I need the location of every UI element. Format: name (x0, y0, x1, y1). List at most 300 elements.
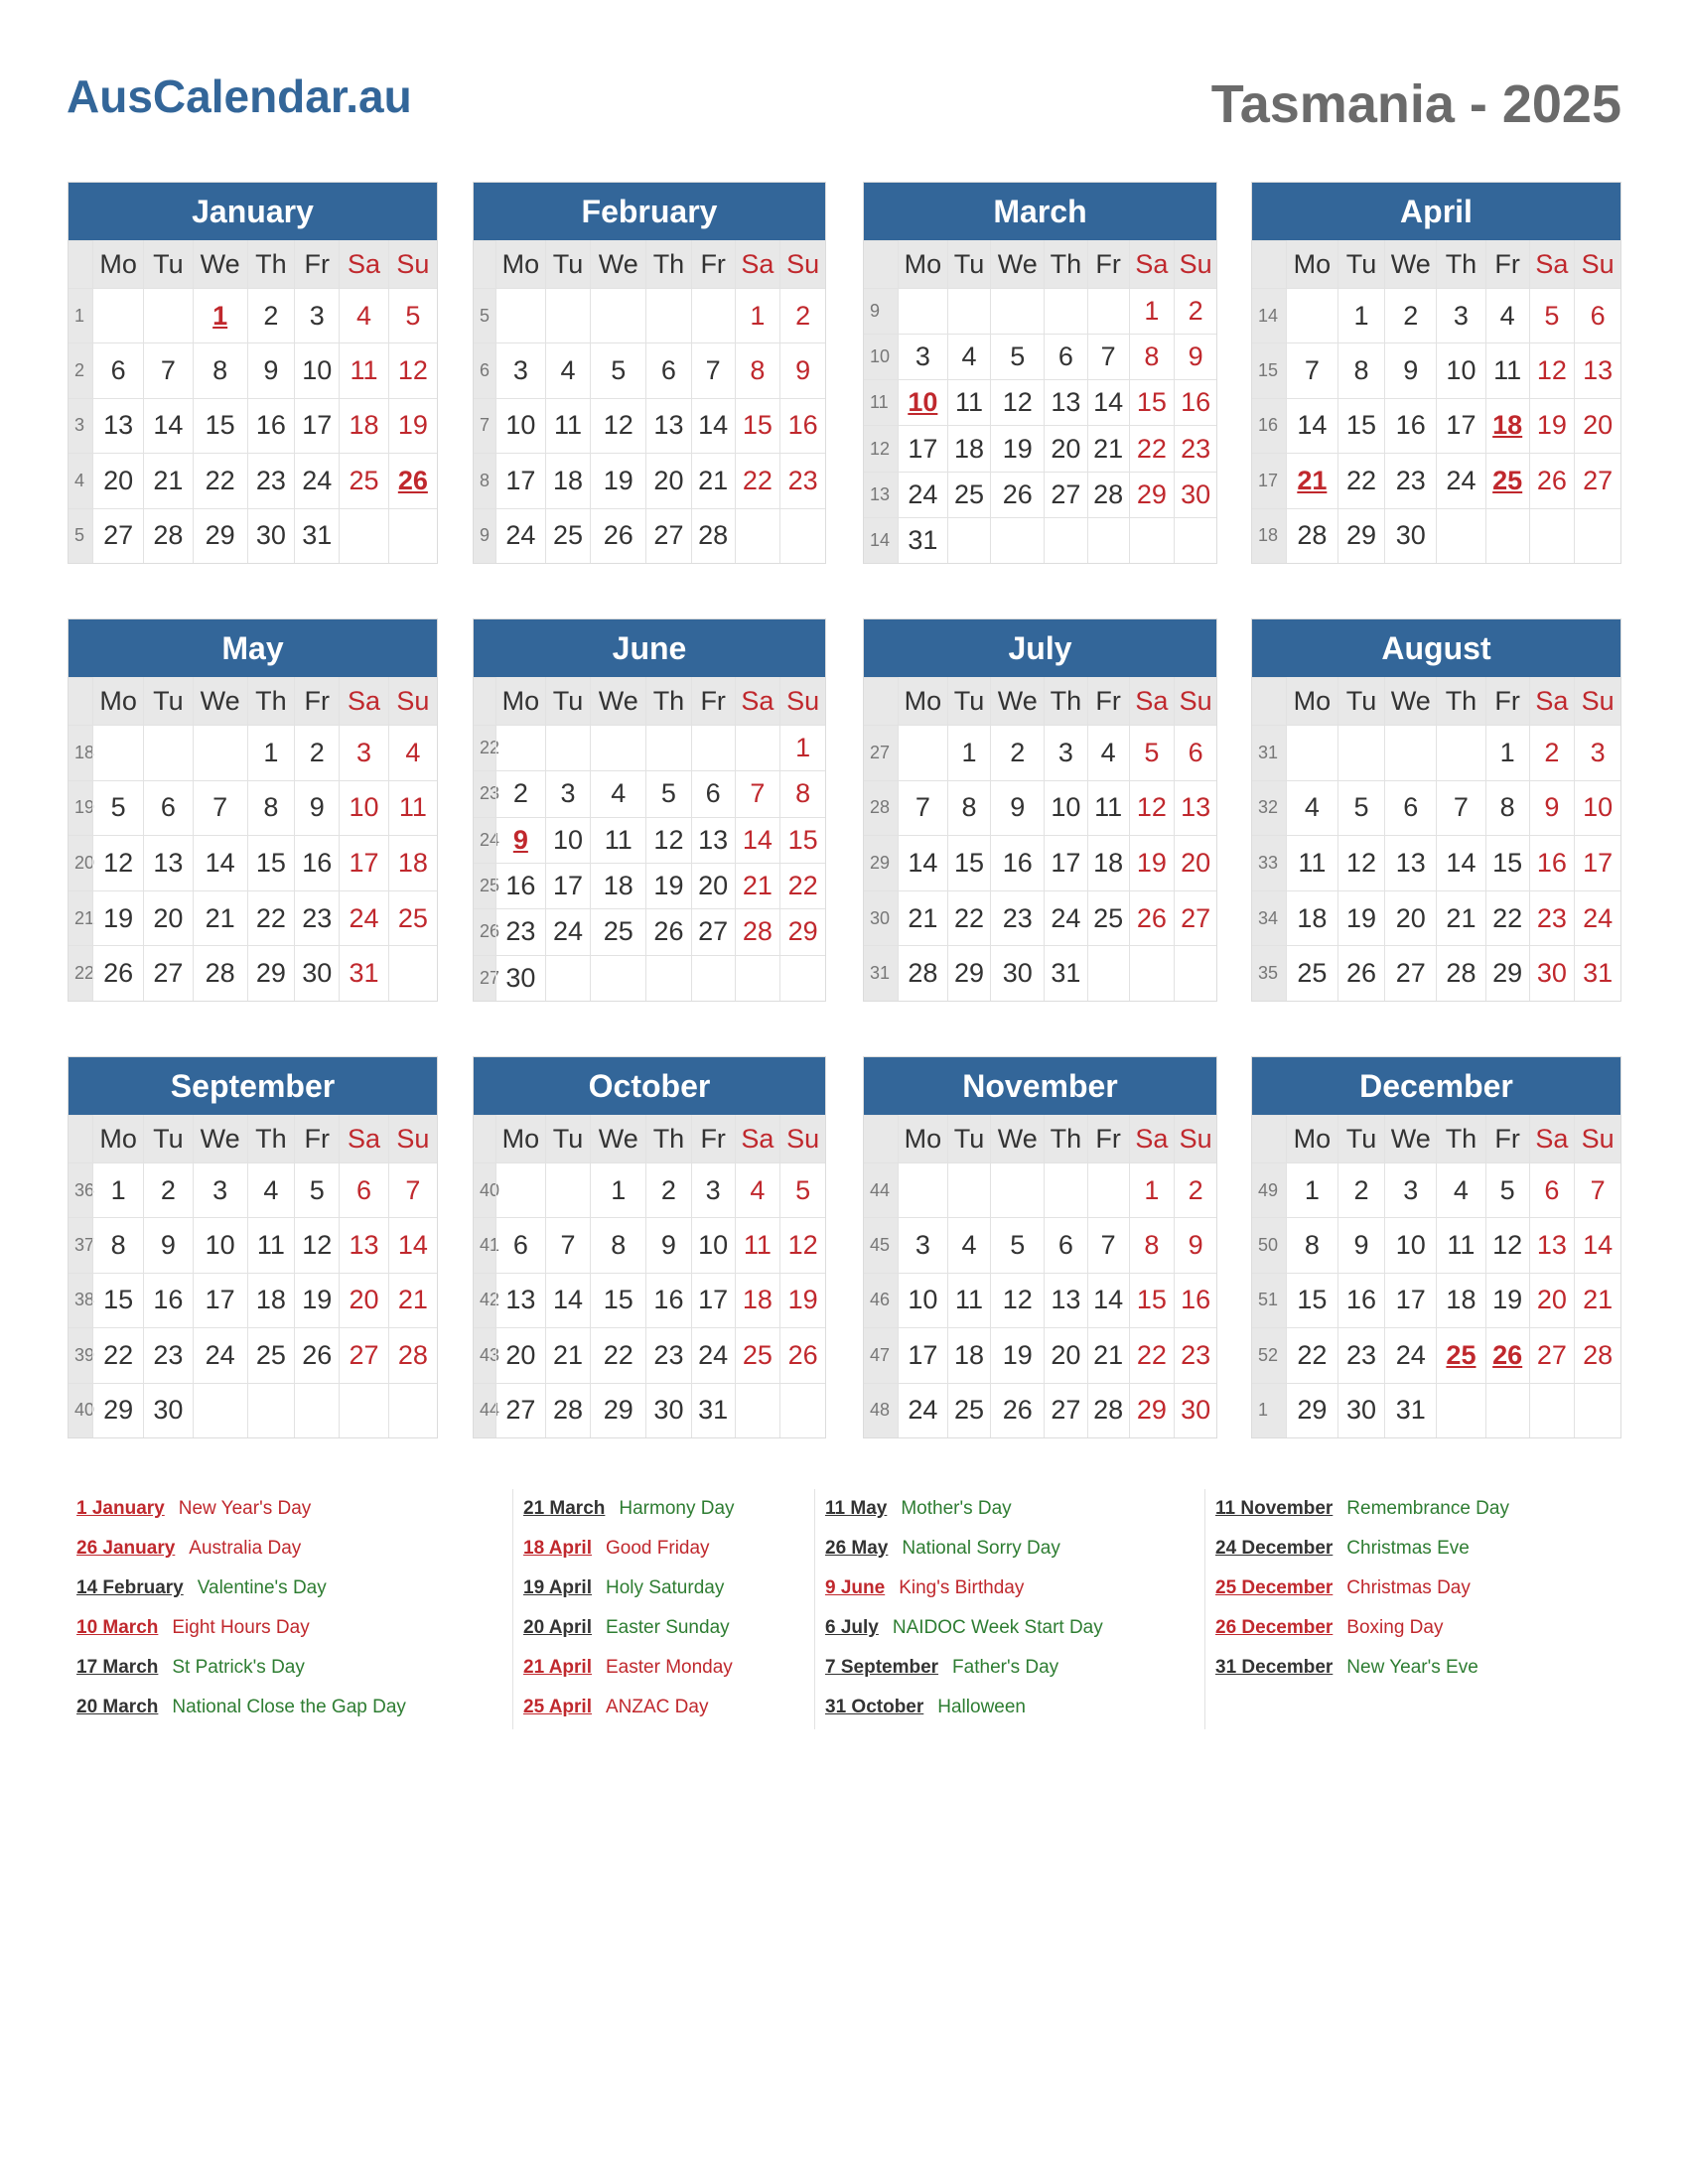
day-cell[interactable]: 5 (990, 334, 1044, 379)
day-cell[interactable]: 20 (1174, 835, 1216, 890)
day-cell[interactable]: 17 (495, 453, 545, 507)
day-cell[interactable]: 14 (898, 835, 947, 890)
day-cell[interactable]: 23 (1174, 425, 1216, 471)
day-cell[interactable]: 12 (590, 398, 645, 453)
day-cell[interactable]: 29 (1485, 945, 1529, 1001)
day-cell[interactable]: 21 (1574, 1273, 1620, 1327)
day-cell[interactable]: 21 (1087, 425, 1129, 471)
day-cell[interactable]: 10 (1384, 1217, 1436, 1272)
day-cell[interactable]: 15 (735, 398, 780, 453)
day-cell[interactable]: 1 (1337, 288, 1385, 342)
day-cell[interactable]: 8 (193, 342, 247, 397)
day-cell[interactable]: 19 (990, 425, 1044, 471)
site-logo[interactable]: AusCalendar.au (67, 70, 412, 122)
day-cell[interactable]: 14 (735, 817, 780, 863)
day-cell[interactable]: 9 (645, 1217, 691, 1272)
day-cell[interactable]: 29 (590, 1383, 645, 1437)
day-cell[interactable]: 13 (1044, 1273, 1087, 1327)
day-cell[interactable]: 29 (1129, 1383, 1175, 1437)
day-cell[interactable]: 13 (1044, 379, 1087, 425)
day-cell[interactable]: 30 (1337, 1383, 1385, 1437)
day-cell[interactable]: 3 (1044, 725, 1087, 780)
holiday-date-link[interactable]: 18 April (523, 1538, 592, 1559)
day-cell[interactable]: 12 (1129, 780, 1175, 836)
day-cell[interactable]: 29 (193, 508, 247, 563)
day-cell[interactable]: 22 (1129, 425, 1175, 471)
day-cell[interactable]: 10 (339, 780, 387, 836)
day-cell[interactable]: 7 (388, 1162, 437, 1217)
day-cell[interactable]: 9 (990, 780, 1044, 836)
day-cell[interactable]: 24 (545, 908, 591, 954)
day-cell[interactable]: 26 (294, 1327, 339, 1382)
day-cell[interactable]: 22 (947, 890, 991, 946)
day-cell[interactable]: 30 (645, 1383, 691, 1437)
day-cell[interactable]: 9 (143, 1217, 192, 1272)
day-cell[interactable]: 29 (947, 945, 991, 1001)
day-cell[interactable]: 6 (92, 342, 143, 397)
day-cell[interactable]: 15 (1129, 379, 1175, 425)
holiday-date-link[interactable]: 1 January (76, 1498, 165, 1519)
day-cell[interactable]: 7 (1087, 1217, 1129, 1272)
day-cell[interactable]: 13 (1174, 780, 1216, 836)
holiday-date-link[interactable]: 26 December (1215, 1617, 1334, 1638)
day-cell[interactable]: 27 (1384, 945, 1436, 1001)
day-cell[interactable]: 22 (1337, 453, 1385, 507)
day-cell[interactable]: 20 (1044, 425, 1087, 471)
holiday-date-link[interactable]: 11 November (1215, 1498, 1334, 1519)
day-cell[interactable]: 8 (1286, 1217, 1337, 1272)
day-cell[interactable]: 2 (143, 1162, 192, 1217)
day-cell[interactable]: 31 (1384, 1383, 1436, 1437)
day-cell[interactable]: 3 (545, 770, 591, 816)
day-cell[interactable]: 25 (947, 472, 991, 517)
day-cell[interactable]: 19 (590, 453, 645, 507)
day-cell[interactable]: 24 (294, 453, 339, 507)
day-cell[interactable]: 23 (1384, 453, 1436, 507)
day-cell[interactable]: 17 (339, 835, 387, 890)
day-cell[interactable]: 8 (1485, 780, 1529, 836)
day-cell[interactable]: 4 (1286, 780, 1337, 836)
day-cell[interactable]: 26 (1529, 453, 1575, 507)
day-cell[interactable]: 1 (193, 288, 247, 342)
day-cell[interactable]: 8 (590, 1217, 645, 1272)
day-cell[interactable]: 29 (1337, 508, 1385, 563)
day-cell[interactable]: 25 (1087, 890, 1129, 946)
day-cell[interactable]: 3 (294, 288, 339, 342)
day-cell[interactable]: 20 (1574, 398, 1620, 453)
day-cell[interactable]: 21 (1286, 453, 1337, 507)
day-cell[interactable]: 9 (1174, 334, 1216, 379)
holiday-date-link[interactable]: 17 March (76, 1657, 159, 1678)
day-cell[interactable]: 29 (1129, 472, 1175, 517)
day-cell[interactable]: 4 (590, 770, 645, 816)
day-cell[interactable]: 4 (1485, 288, 1529, 342)
day-cell[interactable]: 15 (1129, 1273, 1175, 1327)
day-cell[interactable]: 14 (545, 1273, 591, 1327)
day-cell[interactable]: 18 (388, 835, 437, 890)
day-cell[interactable]: 6 (1529, 1162, 1575, 1217)
day-cell[interactable]: 24 (1436, 453, 1485, 507)
day-cell[interactable]: 26 (1337, 945, 1385, 1001)
day-cell[interactable]: 15 (193, 398, 247, 453)
day-cell[interactable]: 23 (495, 908, 545, 954)
holiday-date-link[interactable]: 6 July (825, 1617, 879, 1638)
day-cell[interactable]: 10 (898, 379, 947, 425)
holiday-date-link[interactable]: 31 October (825, 1697, 924, 1717)
day-cell[interactable]: 25 (247, 1327, 294, 1382)
day-cell[interactable]: 6 (1384, 780, 1436, 836)
day-cell[interactable]: 12 (388, 342, 437, 397)
day-cell[interactable]: 11 (1485, 342, 1529, 397)
day-cell[interactable]: 21 (691, 453, 735, 507)
day-cell[interactable]: 14 (1087, 379, 1129, 425)
holiday-date-link[interactable]: 25 April (523, 1697, 592, 1717)
day-cell[interactable]: 13 (691, 817, 735, 863)
day-cell[interactable]: 10 (545, 817, 591, 863)
day-cell[interactable]: 30 (1384, 508, 1436, 563)
day-cell[interactable]: 2 (779, 288, 825, 342)
day-cell[interactable]: 4 (545, 342, 591, 397)
day-cell[interactable]: 20 (1384, 890, 1436, 946)
day-cell[interactable]: 15 (590, 1273, 645, 1327)
day-cell[interactable]: 23 (143, 1327, 192, 1382)
day-cell[interactable]: 18 (947, 1327, 991, 1382)
day-cell[interactable]: 24 (339, 890, 387, 946)
holiday-date-link[interactable]: 26 January (76, 1538, 176, 1559)
day-cell[interactable]: 13 (92, 398, 143, 453)
day-cell[interactable]: 19 (779, 1273, 825, 1327)
day-cell[interactable]: 4 (247, 1162, 294, 1217)
day-cell[interactable]: 8 (947, 780, 991, 836)
day-cell[interactable]: 10 (898, 1273, 947, 1327)
day-cell[interactable]: 25 (1436, 1327, 1485, 1382)
day-cell[interactable]: 6 (1574, 288, 1620, 342)
day-cell[interactable]: 23 (1529, 890, 1575, 946)
day-cell[interactable]: 14 (388, 1217, 437, 1272)
day-cell[interactable]: 27 (1574, 453, 1620, 507)
day-cell[interactable]: 22 (247, 890, 294, 946)
day-cell[interactable]: 19 (1529, 398, 1575, 453)
day-cell[interactable]: 28 (143, 508, 192, 563)
day-cell[interactable]: 17 (898, 1327, 947, 1382)
day-cell[interactable]: 23 (1174, 1327, 1216, 1382)
day-cell[interactable]: 10 (495, 398, 545, 453)
day-cell[interactable]: 26 (92, 945, 143, 1001)
day-cell[interactable]: 26 (990, 472, 1044, 517)
day-cell[interactable]: 23 (247, 453, 294, 507)
day-cell[interactable]: 21 (1087, 1327, 1129, 1382)
day-cell[interactable]: 31 (691, 1383, 735, 1437)
day-cell[interactable]: 15 (1337, 398, 1385, 453)
day-cell[interactable]: 7 (143, 342, 192, 397)
day-cell[interactable]: 22 (590, 1327, 645, 1382)
day-cell[interactable]: 31 (294, 508, 339, 563)
day-cell[interactable]: 6 (1044, 334, 1087, 379)
day-cell[interactable]: 27 (691, 908, 735, 954)
day-cell[interactable]: 5 (1485, 1162, 1529, 1217)
day-cell[interactable]: 16 (1337, 1273, 1385, 1327)
day-cell[interactable]: 15 (1286, 1273, 1337, 1327)
day-cell[interactable]: 23 (990, 890, 1044, 946)
day-cell[interactable]: 26 (779, 1327, 825, 1382)
day-cell[interactable]: 24 (1574, 890, 1620, 946)
day-cell[interactable]: 19 (1129, 835, 1175, 890)
day-cell[interactable]: 28 (1574, 1327, 1620, 1382)
day-cell[interactable]: 23 (294, 890, 339, 946)
day-cell[interactable]: 19 (294, 1273, 339, 1327)
day-cell[interactable]: 26 (990, 1383, 1044, 1437)
day-cell[interactable]: 11 (1087, 780, 1129, 836)
day-cell[interactable]: 28 (1087, 472, 1129, 517)
day-cell[interactable]: 29 (1286, 1383, 1337, 1437)
day-cell[interactable]: 25 (545, 508, 591, 563)
day-cell[interactable]: 29 (779, 908, 825, 954)
day-cell[interactable]: 18 (1087, 835, 1129, 890)
day-cell[interactable]: 2 (247, 288, 294, 342)
day-cell[interactable]: 3 (898, 334, 947, 379)
holiday-date-link[interactable]: 21 March (523, 1498, 606, 1519)
day-cell[interactable]: 24 (495, 508, 545, 563)
day-cell[interactable]: 7 (1286, 342, 1337, 397)
holiday-date-link[interactable]: 25 December (1215, 1577, 1334, 1598)
day-cell[interactable]: 17 (1044, 835, 1087, 890)
day-cell[interactable]: 27 (645, 508, 691, 563)
day-cell[interactable]: 20 (143, 890, 192, 946)
day-cell[interactable]: 31 (898, 517, 947, 563)
day-cell[interactable]: 17 (691, 1273, 735, 1327)
day-cell[interactable]: 18 (1436, 1273, 1485, 1327)
day-cell[interactable]: 2 (1384, 288, 1436, 342)
day-cell[interactable]: 20 (691, 863, 735, 908)
day-cell[interactable]: 25 (947, 1383, 991, 1437)
day-cell[interactable]: 19 (388, 398, 437, 453)
day-cell[interactable]: 28 (1286, 508, 1337, 563)
day-cell[interactable]: 19 (645, 863, 691, 908)
day-cell[interactable]: 24 (898, 1383, 947, 1437)
day-cell[interactable]: 18 (1286, 890, 1337, 946)
day-cell[interactable]: 11 (947, 1273, 991, 1327)
day-cell[interactable]: 27 (339, 1327, 387, 1382)
day-cell[interactable]: 12 (92, 835, 143, 890)
day-cell[interactable]: 14 (143, 398, 192, 453)
day-cell[interactable]: 1 (779, 725, 825, 770)
day-cell[interactable]: 12 (645, 817, 691, 863)
day-cell[interactable]: 21 (898, 890, 947, 946)
day-cell[interactable]: 8 (1129, 334, 1175, 379)
day-cell[interactable]: 27 (143, 945, 192, 1001)
day-cell[interactable]: 30 (143, 1383, 192, 1437)
day-cell[interactable]: 16 (779, 398, 825, 453)
day-cell[interactable]: 7 (545, 1217, 591, 1272)
day-cell[interactable]: 26 (1129, 890, 1175, 946)
day-cell[interactable]: 5 (590, 342, 645, 397)
day-cell[interactable]: 7 (735, 770, 780, 816)
day-cell[interactable]: 12 (990, 1273, 1044, 1327)
day-cell[interactable]: 17 (545, 863, 591, 908)
day-cell[interactable]: 8 (92, 1217, 143, 1272)
day-cell[interactable]: 5 (990, 1217, 1044, 1272)
day-cell[interactable]: 25 (1286, 945, 1337, 1001)
day-cell[interactable]: 4 (1436, 1162, 1485, 1217)
day-cell[interactable]: 11 (1286, 835, 1337, 890)
day-cell[interactable]: 22 (1286, 1327, 1337, 1382)
day-cell[interactable]: 28 (545, 1383, 591, 1437)
day-cell[interactable]: 11 (735, 1217, 780, 1272)
day-cell[interactable]: 14 (1087, 1273, 1129, 1327)
day-cell[interactable]: 4 (388, 725, 437, 780)
day-cell[interactable]: 27 (495, 1383, 545, 1437)
day-cell[interactable]: 28 (1436, 945, 1485, 1001)
day-cell[interactable]: 14 (691, 398, 735, 453)
day-cell[interactable]: 12 (1485, 1217, 1529, 1272)
day-cell[interactable]: 8 (1129, 1217, 1175, 1272)
day-cell[interactable]: 13 (495, 1273, 545, 1327)
day-cell[interactable]: 6 (1044, 1217, 1087, 1272)
day-cell[interactable]: 30 (1174, 1383, 1216, 1437)
day-cell[interactable]: 27 (1529, 1327, 1575, 1382)
day-cell[interactable]: 20 (645, 453, 691, 507)
day-cell[interactable]: 10 (1044, 780, 1087, 836)
day-cell[interactable]: 28 (735, 908, 780, 954)
day-cell[interactable]: 11 (1436, 1217, 1485, 1272)
day-cell[interactable]: 1 (735, 288, 780, 342)
day-cell[interactable]: 17 (193, 1273, 247, 1327)
day-cell[interactable]: 17 (1384, 1273, 1436, 1327)
day-cell[interactable]: 31 (1574, 945, 1620, 1001)
day-cell[interactable]: 7 (898, 780, 947, 836)
day-cell[interactable]: 1 (947, 725, 991, 780)
day-cell[interactable]: 15 (779, 817, 825, 863)
day-cell[interactable]: 18 (590, 863, 645, 908)
day-cell[interactable]: 6 (691, 770, 735, 816)
day-cell[interactable]: 16 (1174, 379, 1216, 425)
day-cell[interactable]: 20 (339, 1273, 387, 1327)
day-cell[interactable]: 29 (247, 945, 294, 1001)
day-cell[interactable]: 9 (247, 342, 294, 397)
day-cell[interactable]: 5 (92, 780, 143, 836)
day-cell[interactable]: 1 (1485, 725, 1529, 780)
day-cell[interactable]: 5 (779, 1162, 825, 1217)
day-cell[interactable]: 11 (545, 398, 591, 453)
day-cell[interactable]: 26 (590, 508, 645, 563)
day-cell[interactable]: 8 (735, 342, 780, 397)
day-cell[interactable]: 5 (1337, 780, 1385, 836)
day-cell[interactable]: 5 (294, 1162, 339, 1217)
day-cell[interactable]: 13 (1384, 835, 1436, 890)
holiday-date-link[interactable]: 31 December (1215, 1657, 1334, 1678)
day-cell[interactable]: 12 (1337, 835, 1385, 890)
day-cell[interactable]: 11 (247, 1217, 294, 1272)
day-cell[interactable]: 2 (1174, 1162, 1216, 1217)
day-cell[interactable]: 22 (92, 1327, 143, 1382)
day-cell[interactable]: 30 (294, 945, 339, 1001)
day-cell[interactable]: 20 (495, 1327, 545, 1382)
day-cell[interactable]: 16 (645, 1273, 691, 1327)
day-cell[interactable]: 13 (339, 1217, 387, 1272)
day-cell[interactable]: 13 (645, 398, 691, 453)
day-cell[interactable]: 4 (947, 1217, 991, 1272)
day-cell[interactable]: 24 (898, 472, 947, 517)
day-cell[interactable]: 18 (545, 453, 591, 507)
day-cell[interactable]: 19 (1337, 890, 1385, 946)
day-cell[interactable]: 4 (1087, 725, 1129, 780)
day-cell[interactable]: 27 (1044, 472, 1087, 517)
day-cell[interactable]: 28 (388, 1327, 437, 1382)
day-cell[interactable]: 28 (193, 945, 247, 1001)
day-cell[interactable]: 28 (691, 508, 735, 563)
day-cell[interactable]: 1 (1286, 1162, 1337, 1217)
day-cell[interactable]: 12 (990, 379, 1044, 425)
day-cell[interactable]: 21 (545, 1327, 591, 1382)
day-cell[interactable]: 20 (92, 453, 143, 507)
day-cell[interactable]: 17 (294, 398, 339, 453)
day-cell[interactable]: 20 (1044, 1327, 1087, 1382)
day-cell[interactable]: 6 (645, 342, 691, 397)
day-cell[interactable]: 9 (1174, 1217, 1216, 1272)
day-cell[interactable]: 8 (247, 780, 294, 836)
day-cell[interactable]: 2 (1337, 1162, 1385, 1217)
day-cell[interactable]: 2 (1174, 288, 1216, 334)
day-cell[interactable]: 15 (1485, 835, 1529, 890)
day-cell[interactable]: 22 (1485, 890, 1529, 946)
day-cell[interactable]: 25 (735, 1327, 780, 1382)
day-cell[interactable]: 4 (339, 288, 387, 342)
day-cell[interactable]: 3 (339, 725, 387, 780)
day-cell[interactable]: 17 (898, 425, 947, 471)
day-cell[interactable]: 3 (1574, 725, 1620, 780)
day-cell[interactable]: 20 (1529, 1273, 1575, 1327)
day-cell[interactable]: 26 (388, 453, 437, 507)
day-cell[interactable]: 21 (193, 890, 247, 946)
day-cell[interactable]: 30 (247, 508, 294, 563)
day-cell[interactable]: 22 (1129, 1327, 1175, 1382)
day-cell[interactable]: 23 (1337, 1327, 1385, 1382)
day-cell[interactable]: 30 (990, 945, 1044, 1001)
day-cell[interactable]: 22 (735, 453, 780, 507)
day-cell[interactable]: 19 (92, 890, 143, 946)
day-cell[interactable]: 9 (1529, 780, 1575, 836)
day-cell[interactable]: 6 (143, 780, 192, 836)
day-cell[interactable]: 1 (92, 1162, 143, 1217)
day-cell[interactable]: 15 (247, 835, 294, 890)
day-cell[interactable]: 3 (193, 1162, 247, 1217)
day-cell[interactable]: 17 (1574, 835, 1620, 890)
day-cell[interactable]: 2 (1529, 725, 1575, 780)
day-cell[interactable]: 15 (947, 835, 991, 890)
day-cell[interactable]: 9 (495, 817, 545, 863)
day-cell[interactable]: 13 (1529, 1217, 1575, 1272)
day-cell[interactable]: 26 (645, 908, 691, 954)
holiday-date-link[interactable]: 14 February (76, 1577, 184, 1598)
day-cell[interactable]: 5 (388, 288, 437, 342)
holiday-date-link[interactable]: 21 April (523, 1657, 592, 1678)
day-cell[interactable]: 9 (294, 780, 339, 836)
day-cell[interactable]: 18 (339, 398, 387, 453)
day-cell[interactable]: 10 (1436, 342, 1485, 397)
day-cell[interactable]: 8 (1337, 342, 1385, 397)
day-cell[interactable]: 5 (1529, 288, 1575, 342)
day-cell[interactable]: 2 (990, 725, 1044, 780)
day-cell[interactable]: 23 (779, 453, 825, 507)
day-cell[interactable]: 6 (495, 1217, 545, 1272)
day-cell[interactable]: 4 (947, 334, 991, 379)
day-cell[interactable]: 16 (247, 398, 294, 453)
day-cell[interactable]: 12 (779, 1217, 825, 1272)
day-cell[interactable]: 21 (143, 453, 192, 507)
day-cell[interactable]: 16 (294, 835, 339, 890)
day-cell[interactable]: 28 (898, 945, 947, 1001)
day-cell[interactable]: 22 (779, 863, 825, 908)
